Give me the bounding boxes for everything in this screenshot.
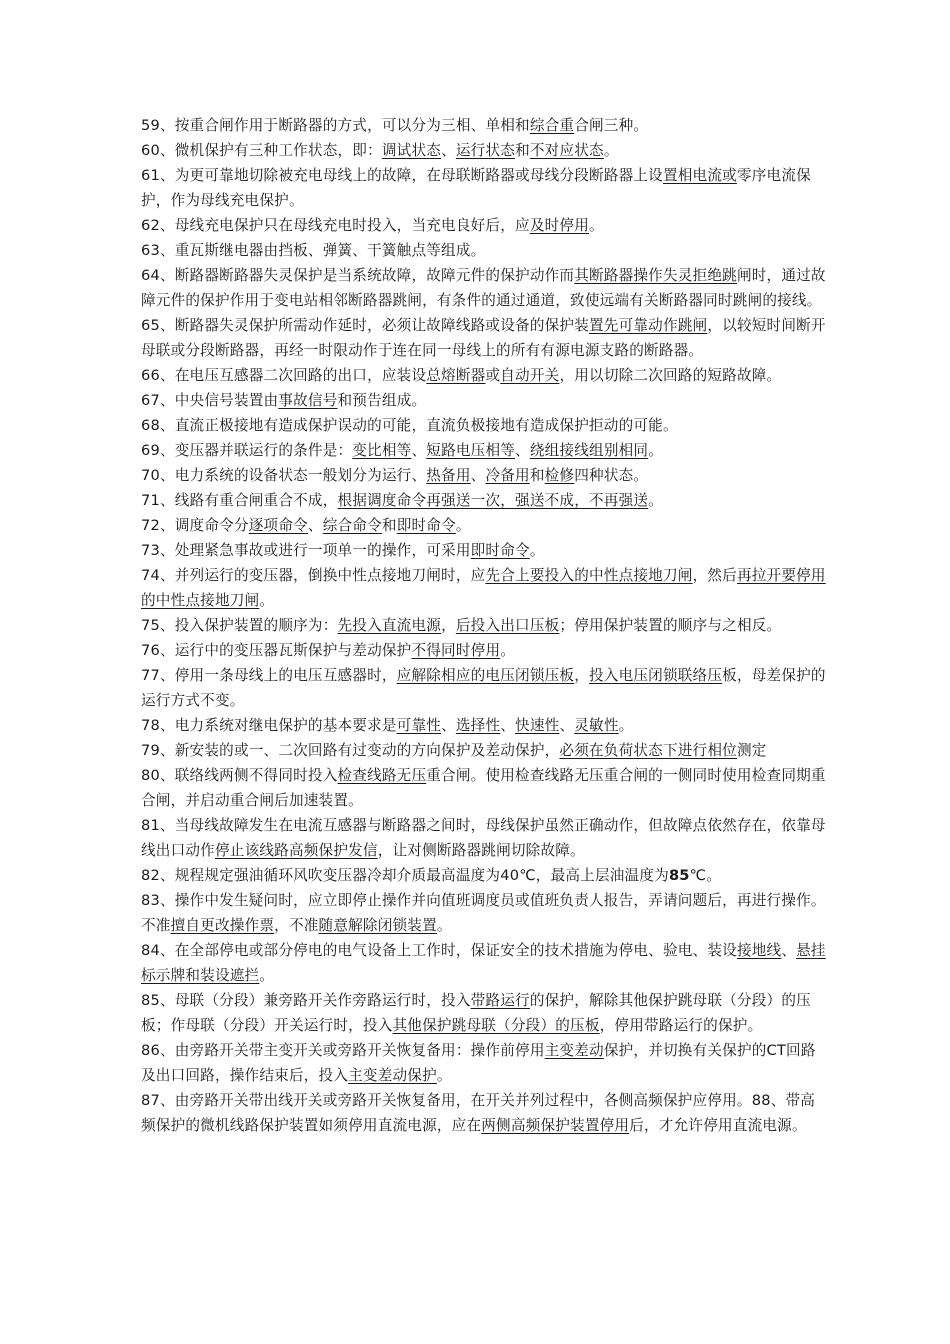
item-text: 80、联络线两侧不得同时投入 <box>141 767 338 784</box>
list-item <box>141 988 827 1038</box>
item-text: 四种状态。 <box>574 467 649 484</box>
item-text: 或 <box>485 367 501 384</box>
underlined-answer: 选择性 <box>455 717 501 734</box>
item-text: 63、重瓦斯继电器由挡板、弹簧、干簧触点等组成。 <box>141 242 486 259</box>
item-text: 重合闸。使用检查线路无压重合闸的一侧同时使用检查同期重合闸，并启动重合闸后加速装置。 <box>141 767 826 809</box>
item-text: 、 <box>500 717 516 734</box>
list-item <box>141 513 827 538</box>
item-text: 和 <box>381 517 397 534</box>
item-text: 、 <box>441 717 456 734</box>
list-item <box>141 113 827 138</box>
underlined-answer: 后投入出口压板 <box>455 617 560 634</box>
item-text: ，用以切除二次回路的短路故障。 <box>559 367 782 384</box>
item-text: ， <box>574 667 589 684</box>
item-text: 保护，并切换有关保护的CT回路及出口回路，操作结束后，投入 <box>141 1042 816 1084</box>
item-text: ，让对侧断路器跳闸切除故障。 <box>377 842 585 859</box>
list-item <box>141 1088 827 1138</box>
underlined-answer: 即时命令 <box>396 517 456 534</box>
underlined-answer: 应解除相应的电压闭锁压板 <box>396 667 575 684</box>
list-item <box>141 638 827 663</box>
item-text: 65、断路器失灵保护所需动作延时，必须让故障线路或设备的保护装 <box>141 317 589 334</box>
item-text: 零序电流保护，作为母线充电保护。 <box>141 167 811 209</box>
item-text: 87、由旁路开关带出线开关或旁路开关恢复备用，在开关并列过程中，各侧高频保护应停用。88、带高频保护的微机线路保护装置如须停用直流电源，应在 <box>141 1092 816 1134</box>
item-text: 板，母差保护的运行方式不变。 <box>141 667 826 709</box>
list-item <box>141 763 827 813</box>
item-text: 60、微机保护有三种工作状态，即： <box>141 142 382 159</box>
item-text: 闸时，通过故障元件的保护作用于变电站相邻断路器跳闸，有条件的通过通道，致使远端有关断路器同时跳闸的接线。 <box>141 267 826 309</box>
item-text: 72、调度命令分 <box>141 517 249 534</box>
underlined-answer: 绕组接线组别相同 <box>529 442 649 459</box>
item-text: 、 <box>411 442 427 459</box>
item-text: 71、线路有重合闸重合不成， <box>141 492 338 509</box>
list-item <box>141 713 827 738</box>
item-text: ，不准 <box>274 917 319 934</box>
item-text: 64、断路器断路器失灵保护是当系统故障，故障元件的保护动作而 <box>141 267 575 284</box>
item-text: 86、由旁路开关带主变开关或旁路开关恢复备用：操作前停用 <box>141 1042 545 1059</box>
list-item <box>141 463 827 488</box>
item-text: 后，才允许停用直流电源。 <box>629 1117 807 1134</box>
underlined-answer: 变比相等 <box>352 442 412 459</box>
item-text: 78、电力系统对继电保护的基本要求是 <box>141 717 397 734</box>
item-text: ，然后 <box>692 567 737 584</box>
list-item <box>141 1038 827 1088</box>
list-item <box>141 263 827 313</box>
item-text: 70、电力系统的设备状态一般划分为运行、 <box>141 467 427 484</box>
item-text: 和 <box>515 142 530 159</box>
underlined-answer: 自动开关 <box>500 367 560 384</box>
item-text: 83、操作中发生疑问时，应立即停止操作并向值班调度员或值班负责人报告，弄请问题后，再进行操作。不准 <box>141 892 826 934</box>
underlined-answer: 悬挂标示牌和装设遮拦 <box>141 942 826 984</box>
item-text: 61、为更可靠地切除被充电母线上的故障，在母联断路器或母线分段断路器上设 <box>141 167 663 184</box>
item-text: 。 <box>259 967 275 984</box>
item-text: 。 <box>603 142 619 159</box>
item-text: 、 <box>559 717 575 734</box>
underlined-answer: 先合上要投入的中性点接地刀闸 <box>485 567 693 584</box>
item-text: 。 <box>436 917 452 934</box>
item-text: 82、规程规定强油循环风吹变压器冷却介质最高温度为40℃，最高上层油温度为 <box>141 867 669 884</box>
list-item <box>141 238 827 263</box>
list-item <box>141 813 827 863</box>
underlined-answer: 综合命令 <box>322 517 382 534</box>
underlined-answer: 综合重 <box>529 117 575 134</box>
item-text: 62、母线充电保护只在母线充电时投入，当充电良好后，应 <box>141 217 530 234</box>
underlined-answer: 调试状态 <box>381 142 442 159</box>
item-text: 69、变压器并联运行的条件是： <box>141 442 353 459</box>
list-item <box>141 313 827 363</box>
item-text: 。 <box>259 592 275 609</box>
underlined-answer: 检查线路无压 <box>337 767 427 784</box>
underlined-answer: 置先可靠动作跳闸 <box>589 317 708 334</box>
underlined-answer: 主变差动 <box>544 1042 604 1059</box>
list-item <box>141 738 827 763</box>
underlined-answer: 可靠性 <box>396 717 442 734</box>
underlined-answer: 不对应状态 <box>529 142 604 159</box>
item-text: ， <box>441 617 456 634</box>
underlined-answer: 根据调度命令再强送一次，强送不成，不再强送 <box>337 492 649 509</box>
list-item <box>141 438 827 463</box>
underlined-answer: 其他保护跳母联（分段）的压板 <box>392 1017 600 1034</box>
list-item <box>141 563 827 613</box>
list-item <box>141 413 827 438</box>
item-text: 75、投入保护装置的顺序为： <box>141 617 338 634</box>
item-text: 84、在全部停电或部分停电的电气设备上工作时，保证安全的技术措施为停电、验电、装设 <box>141 942 737 959</box>
item-text: 66、在电压互感器二次回路的出口，应装设 <box>141 367 427 384</box>
item-text: 85、母联（分段）兼旁路开关作旁路运行时，投入 <box>141 992 471 1009</box>
item-text: 79、新安装的或一、二次回路有过变动的方向保护及差动保护， <box>141 742 560 759</box>
underlined-answer: 必须在负荷状态下进行相位 <box>559 742 737 759</box>
item-text: 和 <box>529 467 545 484</box>
list-item <box>141 888 827 938</box>
item-text: 85 <box>668 867 690 884</box>
item-text: 76、运行中的变压器瓦斯保护与差动保护 <box>141 642 412 659</box>
list-item <box>141 663 827 713</box>
underlined-answer: 即时命令 <box>470 542 530 559</box>
item-text: 81、当母线故障发生在电流互感器与断路器之间时，母线保护虽然正确动作，但故障点依然存在，依靠母线出口动作 <box>141 817 826 859</box>
list-item <box>141 488 827 513</box>
underlined-answer: 接地线 <box>736 942 782 959</box>
item-text: ，停用带路运行的保护。 <box>599 1017 763 1034</box>
list-item <box>141 388 827 413</box>
underlined-answer: 运行状态 <box>455 142 516 159</box>
item-text: 。 <box>589 217 604 234</box>
question-list <box>141 113 827 1138</box>
item-text: 测定 <box>736 742 767 759</box>
underlined-answer: 置相电流或 <box>662 167 737 184</box>
underlined-answer: 事故信号 <box>278 392 338 409</box>
underlined-answer: 主变差动保护 <box>348 1067 437 1084</box>
item-text: 68、直流正极接地有造成保护误动的可能，直流负极接地有造成保护拒动的可能。 <box>141 417 678 434</box>
underlined-answer: 随意解除闭锁装置 <box>318 917 437 934</box>
list-item <box>141 138 827 163</box>
item-text: 。 <box>618 717 634 734</box>
item-text: 。 <box>648 442 663 459</box>
underlined-answer: 投入电压闭锁联络压 <box>589 667 723 684</box>
item-text: 、 <box>307 517 323 534</box>
item-text: 和预告组成。 <box>337 392 427 409</box>
item-text: 、 <box>781 942 797 959</box>
item-text: 77、停用一条母线上的电压互感器时， <box>141 667 397 684</box>
item-text: 73、处理紧急事故或进行一项单一的操作，可采用 <box>141 542 471 559</box>
item-text: 59、按重合闸作用于断路器的方式，可以分为三相、单相和 <box>141 117 530 134</box>
underlined-answer: 检修 <box>544 467 575 484</box>
item-text: 。 <box>529 542 545 559</box>
item-text: ℃。 <box>689 867 722 884</box>
underlined-answer: 逐项命令 <box>248 517 308 534</box>
underlined-answer: 再拉开要停用的中性点接地刀闸 <box>141 567 826 609</box>
underlined-answer: 擅自更改操作票 <box>170 917 275 934</box>
item-text: ；停用保护装置的顺序与之相反。 <box>559 617 782 634</box>
underlined-answer: 总熔断器 <box>426 367 486 384</box>
item-text: 。 <box>436 1067 452 1084</box>
list-item <box>141 938 827 988</box>
underlined-answer: 短路电压相等 <box>426 442 516 459</box>
item-text: 74、并列运行的变压器，倒换中性点接地刀闸时，应 <box>141 567 486 584</box>
underlined-answer: 冷备用 <box>485 467 530 484</box>
item-text: 。 <box>648 492 663 509</box>
item-text: 67、中央信号装置由 <box>141 392 279 409</box>
underlined-answer: 热备用 <box>426 467 471 484</box>
underlined-answer: 先投入直流电源 <box>337 617 442 634</box>
item-text: 。 <box>500 642 516 659</box>
underlined-answer: 及时停用 <box>529 217 590 234</box>
list-item <box>141 363 827 388</box>
item-text: 的保护，解除其他保护跳母联（分段）的压板；作母联（分段）开关运行时，投入 <box>141 992 811 1034</box>
underlined-answer: 带路运行 <box>470 992 530 1009</box>
list-item <box>141 163 827 213</box>
underlined-answer: 不得同时停用 <box>411 642 501 659</box>
underlined-answer: 停止该线路高频保护发信 <box>214 842 378 859</box>
item-text: 合闸三种。 <box>574 117 649 134</box>
list-item <box>141 213 827 238</box>
item-text: 、 <box>470 467 486 484</box>
underlined-answer: 其断路器操作失灵拒绝跳 <box>574 267 737 284</box>
underlined-answer: 两侧高频保护装置停用 <box>481 1117 630 1134</box>
item-text: 。 <box>455 517 471 534</box>
item-text: 、 <box>441 142 456 159</box>
underlined-answer: 快速性 <box>515 717 560 734</box>
list-item <box>141 538 827 563</box>
item-text: ，以较短时间断开母联或分段断路器，再经一时限动作于连在同一母线上的所有有源电源支路的断路器。 <box>141 317 826 359</box>
list-item <box>141 863 827 888</box>
list-item <box>141 613 827 638</box>
underlined-answer: 灵敏性 <box>574 717 619 734</box>
item-text: 、 <box>515 442 530 459</box>
